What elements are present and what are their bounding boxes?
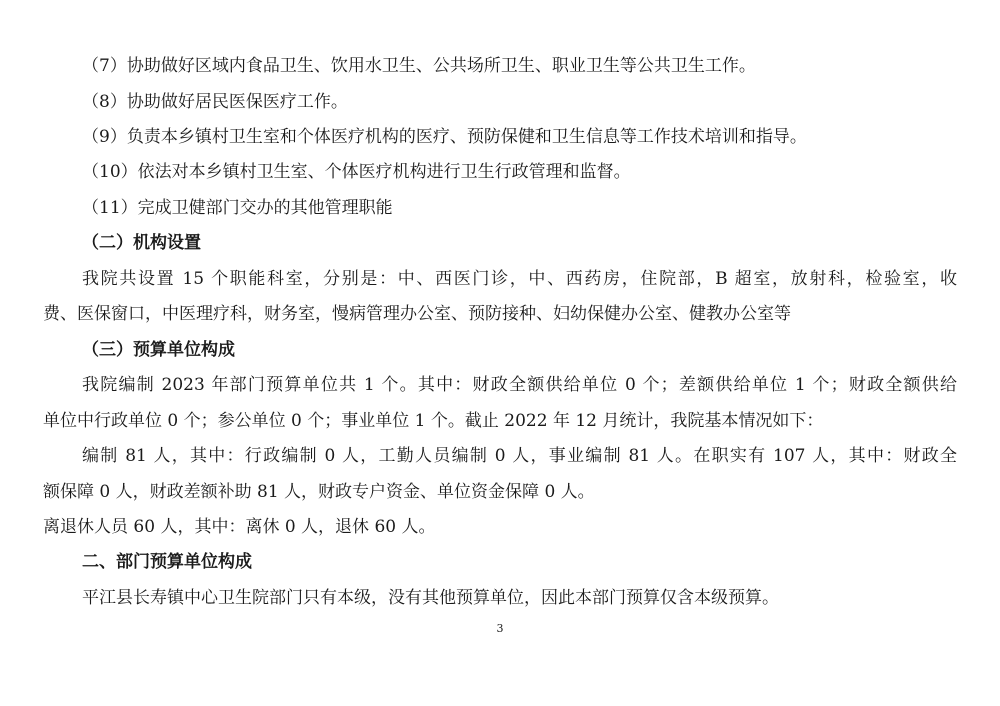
page-number: 3 [496, 622, 504, 635]
staffing-paragraph-line2: 额保障 0 人，财政差额补助 81 人，财政专户资金、单位资金保障 0 人。 [43, 482, 595, 502]
section-heading-institution: （二）机构设置 [82, 233, 201, 253]
duty-item-7: （7）协助做好区域内食品卫生、饮用水卫生、公共场所卫生、职业卫生等公共卫生工作。 [82, 56, 756, 76]
duty-item-10: （10）依法对本乡镇村卫生室、个体医疗机构进行卫生行政管理和监督。 [82, 162, 631, 182]
budget-paragraph-line2: 单位中行政单位 0 个；参公单位 0 个；事业单位 1 个。截止 2022 年 12 月统计，我院基本情况如下： [43, 411, 824, 431]
department-units-paragraph: 平江县长寿镇中心卫生院部门只有本级，没有其他预算单位，因此本部门预算仅含本级预算。 [82, 588, 779, 608]
retirees-paragraph: 离退休人员 60 人，其中：离休 0 人，退休 60 人。 [43, 517, 436, 537]
part-heading-department-units: 二、部门预算单位构成 [82, 552, 252, 572]
institution-paragraph-line2: 费、医保窗口，中医理疗科，财务室，慢病管理办公室、预防接种、妇幼保健办公室、健教办公室等 [43, 304, 791, 324]
duty-item-11: （11）完成卫健部门交办的其他管理职能 [82, 198, 393, 218]
duty-item-9: （9）负责本乡镇村卫生室和个体医疗机构的医疗、预防保健和卫生信息等工作技术培训和指导。 [82, 127, 807, 147]
staffing-paragraph-line1: 编制 81 人，其中：行政编制 0 人，工勤人员编制 0 人，事业编制 81 人。在职实有 107 人，其中：财政全 [82, 446, 957, 466]
duty-item-8: （8）协助做好居民医保医疗工作。 [82, 92, 348, 112]
section-heading-budget-units: （三）预算单位构成 [82, 340, 235, 360]
institution-paragraph-line1: 我院共设置 15 个职能科室，分别是：中、西医门诊，中、西药房，住院部，B 超室，放射科，检验室，收 [82, 269, 957, 289]
budget-paragraph-line1: 我院编制 2023 年部门预算单位共 1 个。其中：财政全额供给单位 0 个；差额供给单位 1 个；财政全额供给 [82, 375, 957, 395]
